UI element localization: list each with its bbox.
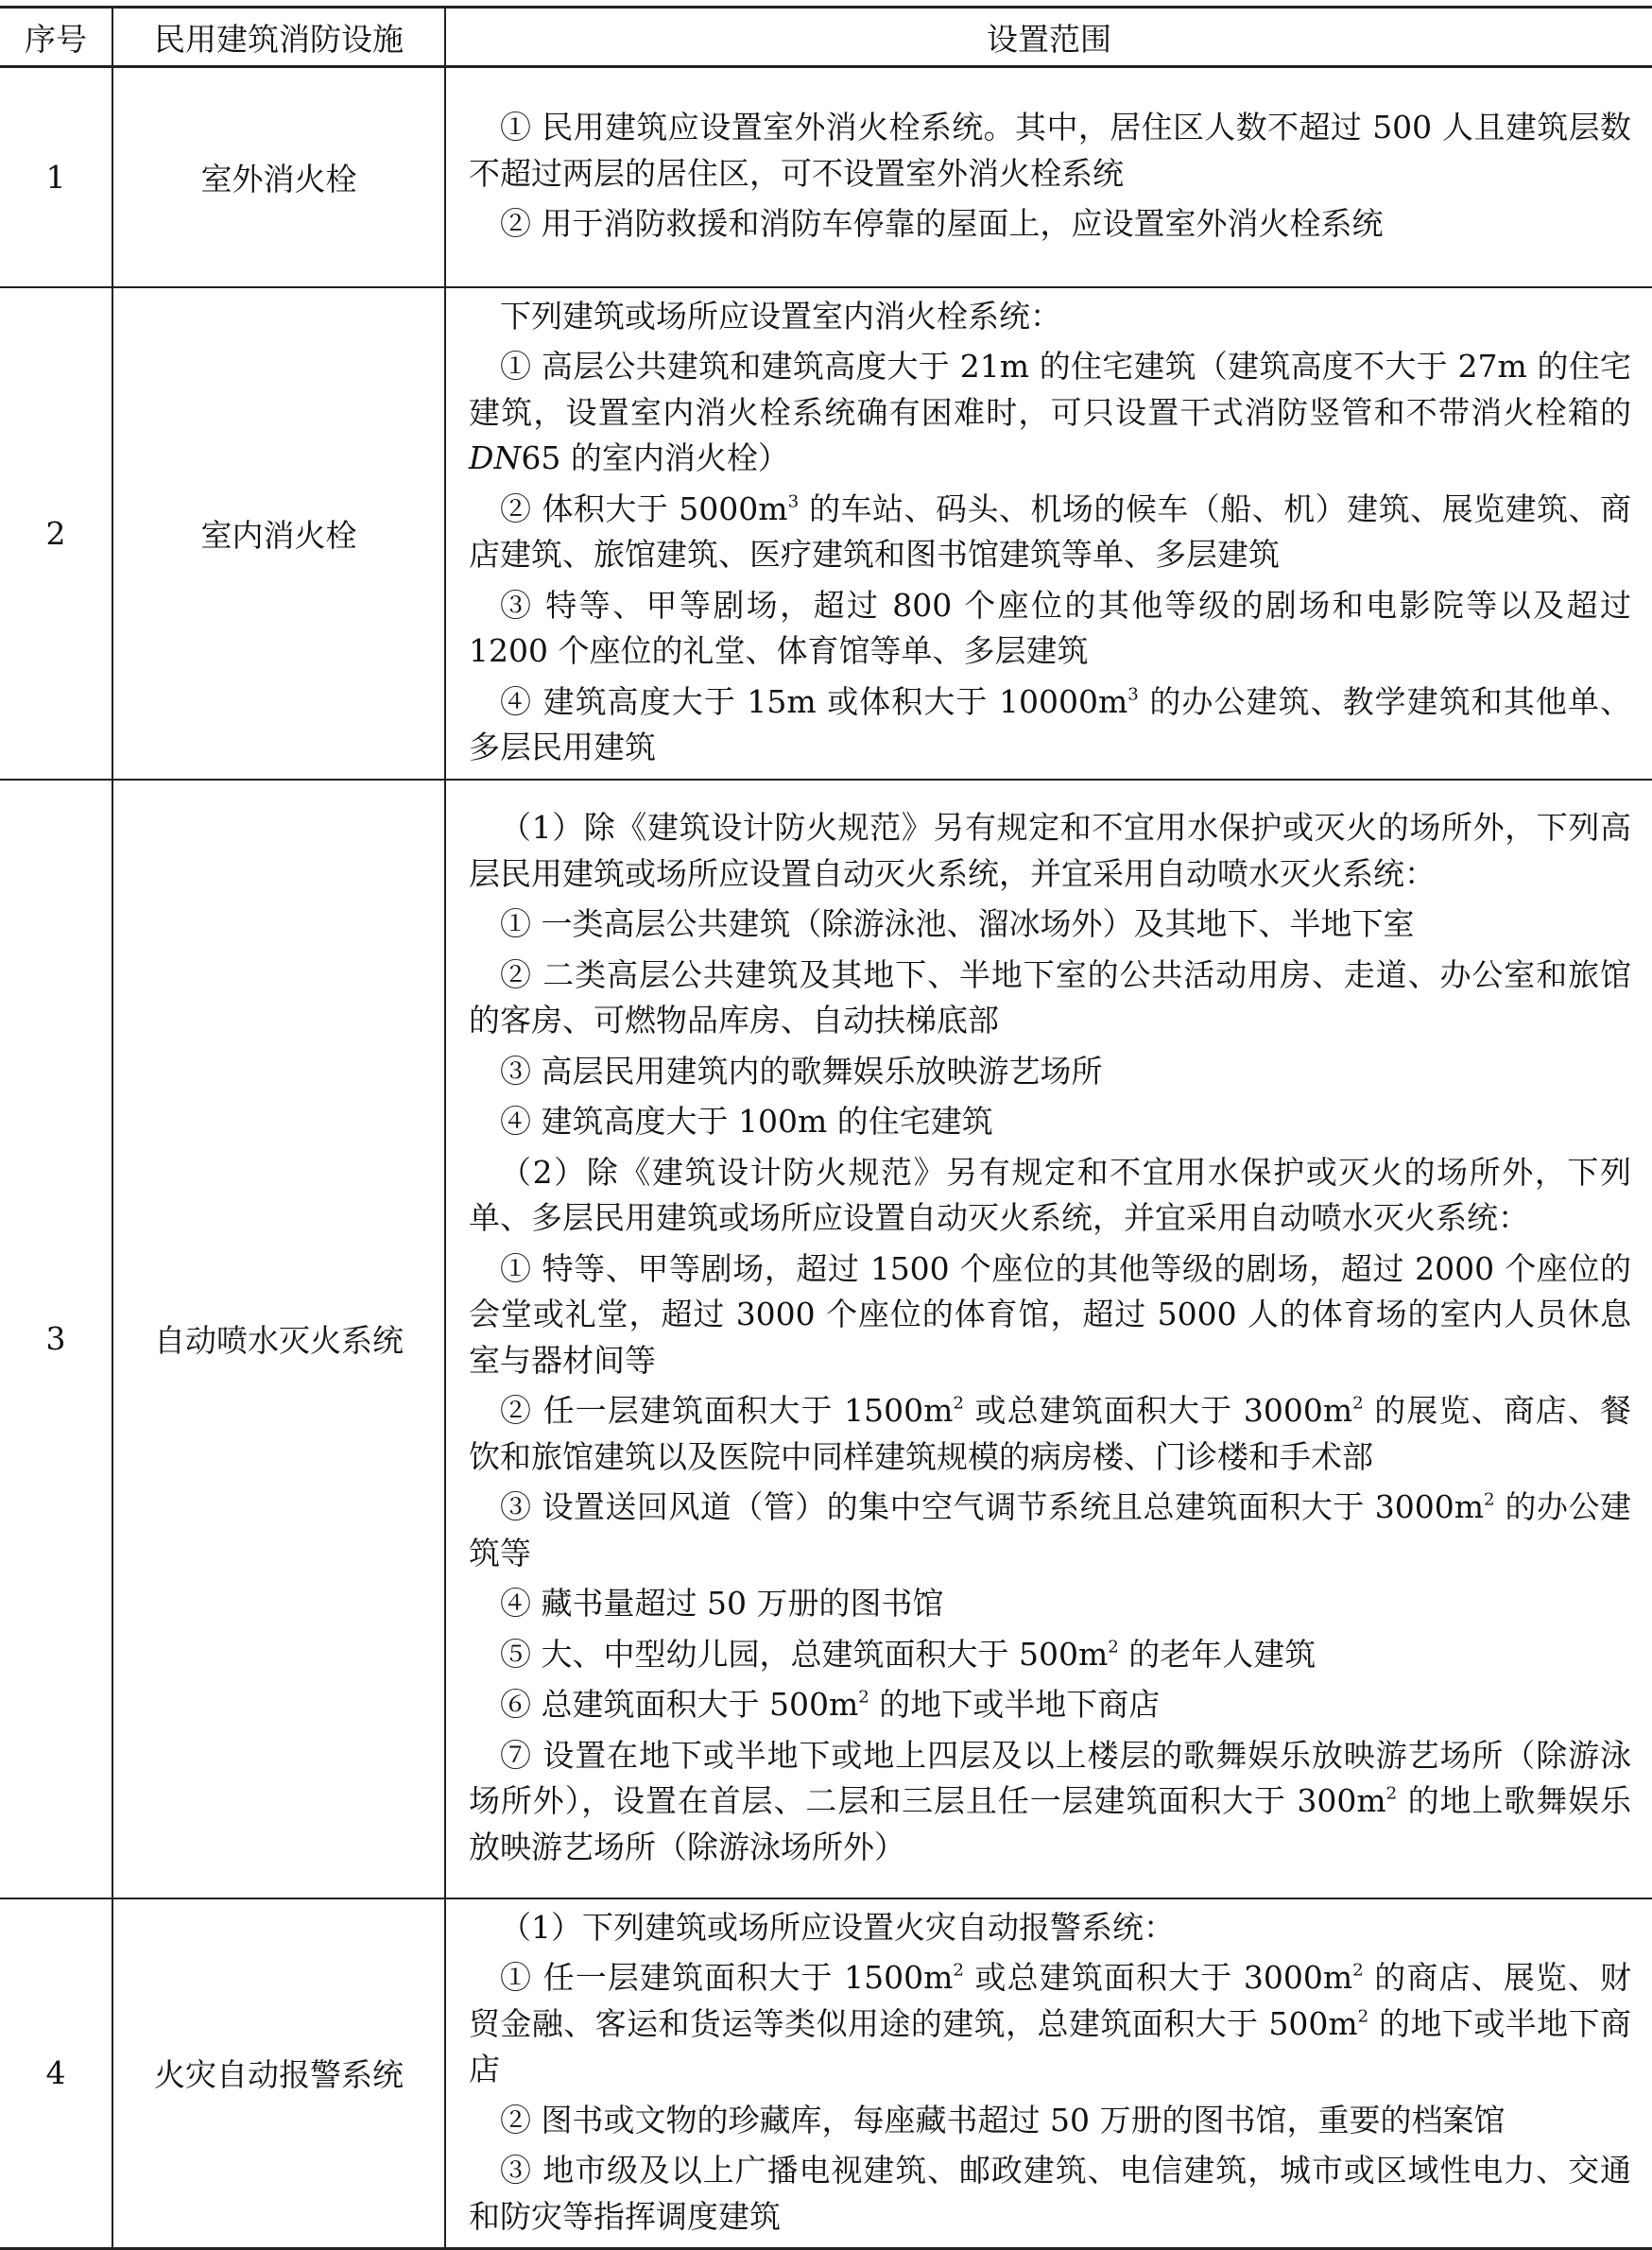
table-row — [0, 67, 1652, 287]
scope-paragraph: ② 图书或文物的珍藏库，每座藏书超过 50 万册的图书馆，重要的档案馆 — [500, 2101, 1506, 2138]
table-row — [0, 780, 1652, 1898]
scope-paragraph: ① 特等、甲等剧场，超过 1500 个座位的其他等级的剧场，超过 2000 个座位的会堂或礼堂，超过 3000 个座位的体育馆，超过 5000 人的体育场的室内人员休息室与器材间等 — [469, 1249, 1631, 1379]
scope-paragraph: 下列建筑或场所应设置室内消火栓系统： — [500, 297, 1061, 335]
header-number: 序号 — [0, 8, 112, 67]
scope-paragraph: ④ 藏书量超过 50 万册的图书馆 — [500, 1585, 944, 1622]
row-number: 1 — [0, 67, 112, 287]
scope-paragraph: ① 任一层建筑面积大于 $1500m^2$ 或总建筑面积大于 $3000m^2$ 的商店、展览、财贸金融、客运和货运等类似用途的建筑，总建筑面积大于 $500m^2$ 的地下或半地下商店 — [469, 1959, 1631, 2087]
facility-name: 自动喷水灭火系统 — [112, 780, 445, 1898]
scope-paragraph: ③ 特等、甲等剧场，超过 800 个座位的其他等级的剧场和电影院等以及超过 1200 个座位的礼堂、体育馆等单、多层建筑 — [469, 586, 1631, 669]
table-row — [0, 1898, 1652, 2249]
scope-cell — [445, 287, 1652, 780]
row-number: 2 — [0, 287, 112, 780]
table-header-row — [0, 8, 1652, 67]
scope-paragraph: ④ 建筑高度大于 15m 或体积大于 $10000m^3$ 的办公建筑、教学建筑和其他单、多层民用建筑 — [469, 682, 1631, 765]
scope-paragraph: ① 一类高层公共建筑（除游泳池、溜冰场外）及其地下、半地下室 — [500, 905, 1415, 942]
scope-paragraph: ⑤ 大、中型幼儿园，总建筑面积大于 $500m^2$ 的老年人建筑 — [500, 1635, 1316, 1673]
scope-paragraph: ① 民用建筑应设置室外消火栓系统。其中，居住区人数不超过 500 人且建筑层数不超过两层的居住区，可不设置室外消火栓系统 — [469, 109, 1631, 192]
scope-paragraph: ① 高层公共建筑和建筑高度大于 21m 的住宅建筑（建筑高度不大于 27m 的住宅建筑，设置室内消火栓系统确有困难时，可只设置干式消防竖管和不带消火栓箱的 DN65 的室内消火栓） — [469, 348, 1631, 476]
scope-paragraph: ② 任一层建筑面积大于 $1500m^2$ 或总建筑面积大于 $3000m^2$ 的展览、商店、餐饮和旅馆建筑以及医院中同样建筑规模的病房楼、门诊楼和手术部 — [469, 1392, 1631, 1475]
scope-paragraph: ③ 设置送回风道（管）的集中空气调节系统且总建筑面积大于 $3000m^2$ 的办公建筑等 — [469, 1488, 1631, 1572]
scope-paragraph: ③ 地市级及以上广播电视建筑、邮政建筑、电信建筑，城市或区域性电力、交通和防灾等指挥调度建筑 — [469, 2152, 1631, 2235]
header-scope: 设置范围 — [445, 8, 1652, 67]
scope-paragraph: ② 用于消防救援和消防车停靠的屋面上，应设置室外消火栓系统 — [500, 205, 1384, 242]
header-facility: 民用建筑消防设施 — [112, 8, 445, 67]
scope-paragraph: ② 体积大于 $5000m^3$ 的车站、码头、机场的候车（船、机）建筑、展览建筑、商店建筑、旅馆建筑、医疗建筑和图书馆建筑等单、多层建筑 — [469, 490, 1631, 573]
scope-paragraph: ④ 建筑高度大于 100m 的住宅建筑 — [500, 1103, 993, 1140]
scope-paragraph: ② 二类高层公共建筑及其地下、半地下室的公共活动用房、走道、办公室和旅馆的客房、可燃物品库房、自动扶梯底部 — [469, 955, 1631, 1039]
scope-paragraph: （1）除《建筑设计防火规范》另有规定和不宜用水保护或灭火的场所外，下列高层民用建筑或场所应设置自动灭火系统，并宜采用自动喷水灭火系统： — [469, 809, 1631, 892]
scope-paragraph: ⑥ 总建筑面积大于 $500m^2$ 的地下或半地下商店 — [500, 1686, 1161, 1723]
facility-name: 室内消火栓 — [112, 287, 445, 780]
facility-name: 火灾自动报警系统 — [112, 1898, 445, 2249]
scope-paragraph: ⑦ 设置在地下或半地下或地上四层及以上楼层的歌舞娱乐放映游艺场所（除游泳场所外），设置在首层、二层和三层且任一层建筑面积大于 $300m^2$ 的地上歌舞娱乐放映游艺场所（除游泳场所外） — [469, 1736, 1631, 1865]
table-row — [0, 287, 1652, 780]
row-number: 3 — [0, 780, 112, 1898]
row-number: 4 — [0, 1898, 112, 2249]
scope-paragraph: ③ 高层民用建筑内的歌舞娱乐放映游艺场所 — [500, 1052, 1103, 1090]
scope-cell — [445, 780, 1652, 1898]
scope-paragraph: （1）下列建筑或场所应设置火灾自动报警系统： — [500, 1908, 1175, 1946]
scope-cell — [445, 1898, 1652, 2249]
fire-facilities-table — [0, 6, 1652, 2250]
scope-cell — [445, 67, 1652, 287]
scope-paragraph: （2）除《建筑设计防火规范》另有规定和不宜用水保护或灭火的场所外，下列单、多层民用建筑或场所应设置自动灭火系统，并宜采用自动喷水灭火系统： — [469, 1153, 1631, 1236]
facility-name: 室外消火栓 — [112, 67, 445, 287]
